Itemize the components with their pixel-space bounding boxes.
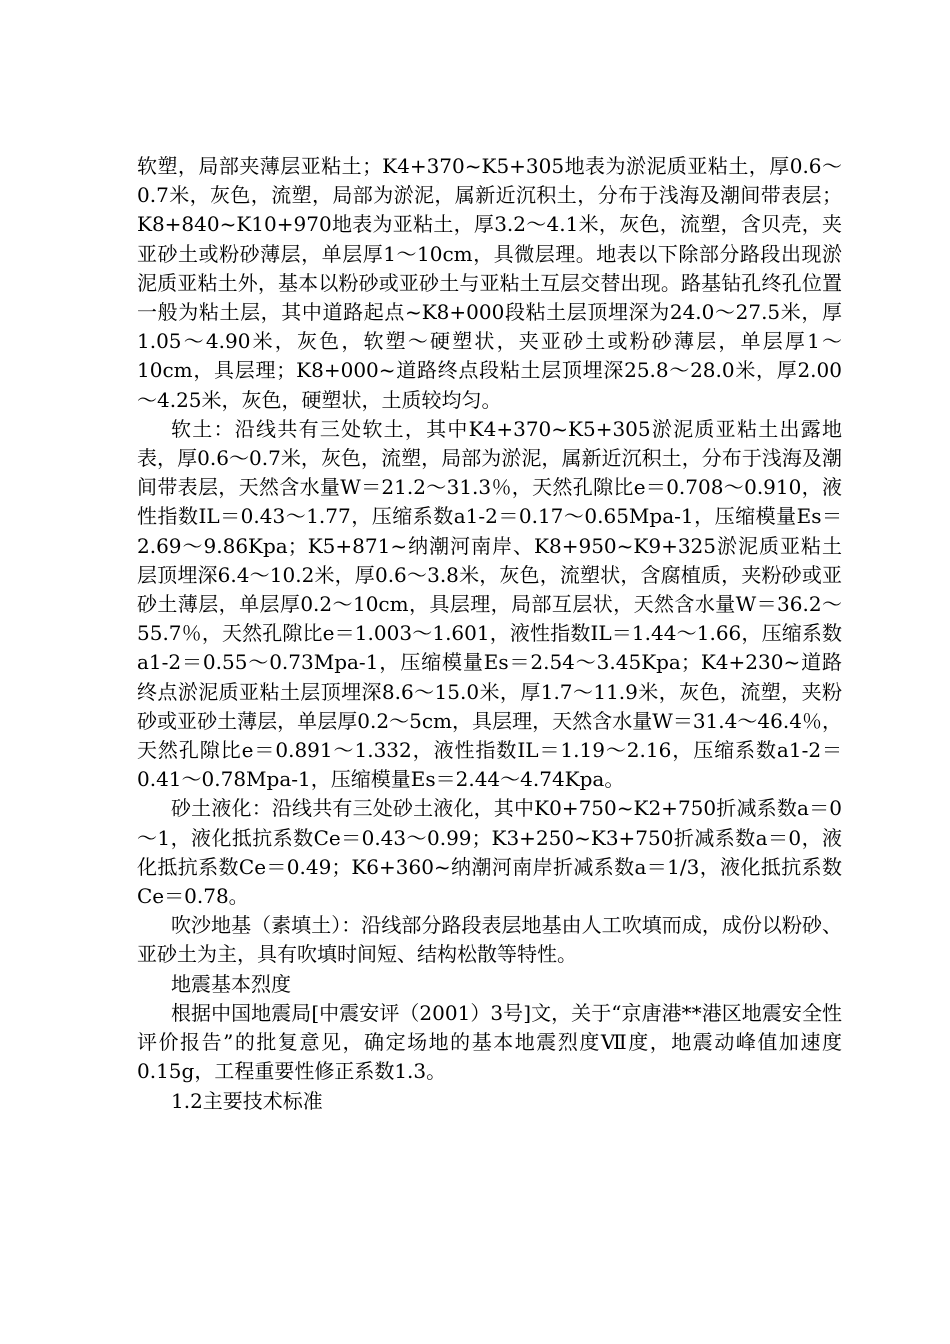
section-heading-technical-standards: 1.2主要技术标准: [171, 1088, 323, 1113]
paragraph-soft-soil: 软土：沿线共有三处软土，其中K4+370~K5+305淤泥质亚粘土出露地表，厚0.6～0.7米，灰色，流塑，局部为淤泥，属新近沉积土，分布于浅海及潮间带表层，天然含水量W＝21.2～31.3％，天然孔隙比e＝0.708～0.910，液性指数IL＝0.43～1.77，压缩系数a1-2＝0.17～0.65Mpa-1，压缩模量Es＝2.69～9.86Kpa；K5+871~纳潮河南岸、K8+950~K9+325淤泥质亚粘土层顶埋深6.4～10.2米，厚0.6～3.8米，灰色，流塑状，含腐植质，夹粉砂或亚砂土薄层，单层厚0.2～10cm，具层理，局部互层状，天然含水量W＝36.2～55.7％，天然孔隙比e＝1.003～1.601，液性指数IL＝1.44～1.66，压缩系数a1-2＝0.55～0.73Mpa-1，压缩模量Es＝2.54～3.45Kpa；K4+230~道路终点淤泥质亚粘土层顶埋深8.6～15.0米，厚1.7～11.9米，灰色，流塑，夹粉砂或亚砂土薄层，单层厚0.2～5cm，具层理，天然含水量W＝31.4～46.4％，天然孔隙比e＝0.891～1.332，液性指数IL＝1.19～2.16，压缩系数a1-2＝0.41～0.78Mpa-1，压缩模量Es＝2.44～4.74Kpa。: [137, 416, 842, 792]
document-body: [137, 152, 842, 1116]
paragraph-seismic-intensity: 根据中国地震局[中震安评（2001）3号]文，关于“京唐港**港区地震安全性评价报告”的批复意见，确定场地的基本地震烈度Ⅶ度，地震动峰值加速度0.15g，工程重要性修正系数1.3。: [137, 1000, 842, 1084]
section-heading-seismic-intensity: 地震基本烈度: [171, 971, 291, 996]
paragraph-sand-liquefaction: 砂土液化：沿线共有三处砂土液化，其中K0+750~K2+750折减系数a＝0～1，液化抵抗系数Ce＝0.43～0.99；K3+250~K3+750折减系数a＝0，液化抵抗系数Ce＝0.49；K6+360~纳潮河南岸折减系数a＝1/3，液化抵抗系数Ce＝0.78。: [137, 796, 842, 909]
paragraph-hydraulic-fill: 吹沙地基（素填土）：沿线部分路段表层地基由人工吹填而成，成份以粉砂、亚砂土为主，具有吹填时间短、结构松散等特性。: [137, 913, 842, 967]
paragraph-soil-layers: 软塑，局部夹薄层亚粘土；K4+370~K5+305地表为淤泥质亚粘土，厚0.6～0.7米，灰色，流塑，局部为淤泥，属新近沉积土，分布于浅海及潮间带表层；K8+840~K10+970地表为亚粘土，厚3.2～4.1米，灰色，流塑，含贝壳，夹亚砂土或粉砂薄层，单层厚1～10cm，具微层理。地表以下除部分路段出现淤泥质亚粘土外，基本以粉砂或亚砂土与亚粘土互层交替出现。路基钻孔终孔位置一般为粘土层，其中道路起点~K8+000段粘土层顶埋深为24.0～27.5米，厚1.05～4.90米，灰色，软塑～硬塑状，夹亚砂土或粉砂薄层，单层厚1～10cm，具层理；K8+000~道路终点段粘土层顶埋深25.8～28.0米，厚2.00～4.25米，灰色，硬塑状，土质较均匀。: [137, 154, 842, 412]
